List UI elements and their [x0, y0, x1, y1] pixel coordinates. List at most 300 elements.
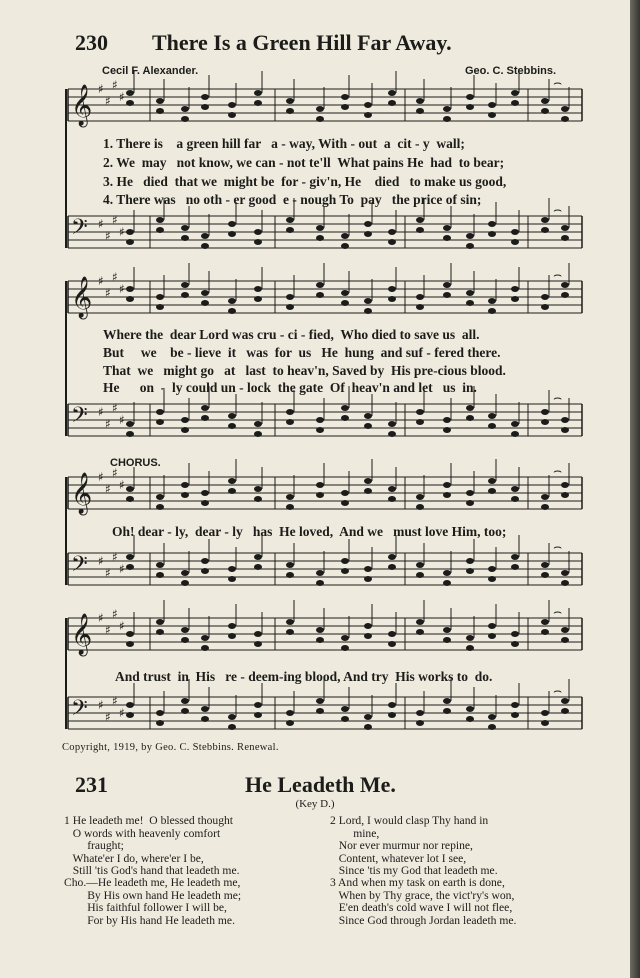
- chorus-lyric-2: And trust in His re - deem-ing blood, And try His works to do.: [115, 669, 493, 684]
- note-head: [228, 566, 236, 572]
- note-head: [341, 645, 349, 651]
- note-head: [488, 308, 496, 314]
- note-head: [443, 417, 451, 423]
- note-head: [126, 296, 134, 302]
- note-head: [416, 572, 424, 578]
- note-head: [228, 112, 236, 118]
- note-head: [254, 239, 262, 245]
- note-head: [364, 724, 372, 730]
- sharp-icon: ♯: [105, 229, 111, 243]
- note-head: [561, 627, 569, 633]
- fermata-icon: ⌢: [553, 390, 563, 406]
- note-head: [388, 564, 396, 570]
- note-head: [201, 490, 209, 496]
- note-head: [254, 90, 262, 96]
- note-head: [511, 296, 519, 302]
- note-head: [388, 554, 396, 560]
- note-head: [388, 90, 396, 96]
- treble-clef-icon: 𝄞: [71, 277, 93, 318]
- treble-clef-icon: 𝄞: [71, 614, 93, 655]
- note-head: [388, 239, 396, 245]
- note-head: [416, 409, 424, 415]
- note-head: [286, 217, 294, 223]
- lyric-line-3: 3. He died that we might be for - giv'n, He died to make us good,: [103, 174, 507, 189]
- note-head: [286, 619, 294, 625]
- note-head: [181, 282, 189, 288]
- note-head: [561, 570, 569, 576]
- note-head: [511, 90, 519, 96]
- sharp-icon: ♯: [119, 282, 125, 296]
- note-head: [254, 421, 262, 427]
- note-head: [341, 243, 349, 249]
- note-head: [443, 698, 451, 704]
- note-head: [364, 298, 372, 304]
- note-head: [488, 102, 496, 108]
- note-head: [126, 286, 134, 292]
- note-head: [416, 98, 424, 104]
- note-head: [443, 292, 451, 298]
- note-head: [364, 714, 372, 720]
- note-head: [201, 500, 209, 506]
- note-head: [341, 300, 349, 306]
- note-head: [228, 633, 236, 639]
- note-head: [341, 405, 349, 411]
- note-head: [316, 427, 324, 433]
- hymn-number-231: 231: [75, 772, 108, 797]
- note-head: [254, 496, 262, 502]
- note-head: [364, 576, 372, 582]
- lyric-line-7: That we might go at last to heav'n, Saved by His pre-cious blood.: [103, 363, 506, 378]
- note-head: [181, 580, 189, 586]
- note-head: [286, 227, 294, 233]
- sharp-icon: ♯: [98, 698, 104, 712]
- note-head: [416, 562, 424, 568]
- note-head: [443, 570, 451, 576]
- note-head: [254, 296, 262, 302]
- note-head: [561, 116, 569, 122]
- note-head: [364, 308, 372, 314]
- sharp-icon: ♯: [119, 225, 125, 239]
- note-head: [416, 419, 424, 425]
- note-head: [466, 716, 474, 722]
- note-head: [341, 233, 349, 239]
- note-head: [511, 554, 519, 560]
- note-head: [466, 706, 474, 712]
- note-head: [443, 225, 451, 231]
- note-head: [511, 286, 519, 292]
- note-head: [488, 112, 496, 118]
- note-head: [126, 631, 134, 637]
- sharp-icon: ♯: [119, 706, 125, 720]
- sharp-icon: ♯: [98, 217, 104, 231]
- note-head: [228, 423, 236, 429]
- sharp-icon: ♯: [119, 478, 125, 492]
- note-head: [364, 423, 372, 429]
- sharp-icon: ♯: [112, 694, 118, 708]
- note-head: [254, 554, 262, 560]
- note-head: [156, 227, 164, 233]
- note-head: [156, 304, 164, 310]
- note-head: [416, 227, 424, 233]
- note-head: [466, 290, 474, 296]
- note-head: [488, 221, 496, 227]
- note-head: [364, 566, 372, 572]
- note-head: [541, 217, 549, 223]
- note-head: [511, 631, 519, 637]
- note-head: [541, 720, 549, 726]
- note-head: [126, 712, 134, 718]
- note-head: [156, 710, 164, 716]
- note-head: [541, 304, 549, 310]
- note-head: [181, 482, 189, 488]
- note-head: [561, 427, 569, 433]
- note-head: [201, 243, 209, 249]
- note-head: [341, 415, 349, 421]
- note-head: [511, 496, 519, 502]
- fermata-icon: ⌢: [553, 604, 563, 620]
- note-head: [443, 106, 451, 112]
- stanza-1: 1 He leadeth me! O blessed thought O words with heavenly comfort fraught; Whate'er I do, where'er I be, Still 'tis God's hand that leadeth me.: [64, 814, 240, 877]
- sharp-icon: ♯: [112, 401, 118, 415]
- sharp-icon: ♯: [105, 286, 111, 300]
- note-head: [181, 698, 189, 704]
- note-head: [466, 405, 474, 411]
- lyric-line-4: 4. There was no oth - er good e - nough To pay the price of sin;: [103, 192, 482, 207]
- note-head: [488, 724, 496, 730]
- note-head: [156, 720, 164, 726]
- note-head: [316, 708, 324, 714]
- note-head: [181, 235, 189, 241]
- note-head: [126, 431, 134, 437]
- note-head: [201, 233, 209, 239]
- sharp-icon: ♯: [119, 562, 125, 576]
- note-head: [488, 633, 496, 639]
- lyric-line-1: 1. There is a green hill far a - way, With - out a cit - y wall;: [103, 136, 465, 151]
- note-head: [341, 500, 349, 506]
- note-head: [286, 419, 294, 425]
- note-head: [364, 231, 372, 237]
- note-head: [466, 415, 474, 421]
- note-head: [254, 631, 262, 637]
- note-head: [541, 619, 549, 625]
- fermata-icon: ⌢: [553, 202, 563, 218]
- sharp-icon: ♯: [98, 554, 104, 568]
- sharp-icon: ♯: [119, 619, 125, 633]
- note-head: [254, 486, 262, 492]
- sharp-icon: ♯: [105, 566, 111, 580]
- note-head: [286, 720, 294, 726]
- note-head: [511, 239, 519, 245]
- note-head: [201, 300, 209, 306]
- note-head: [388, 712, 396, 718]
- note-head: [126, 229, 134, 235]
- note-head: [561, 106, 569, 112]
- sharp-icon: ♯: [98, 82, 104, 96]
- music-credit: Geo. C. Stebbins.: [465, 65, 557, 77]
- note-head: [201, 706, 209, 712]
- note-head: [156, 562, 164, 568]
- note-head: [341, 568, 349, 574]
- note-head: [466, 645, 474, 651]
- bass-clef-icon: 𝄢: [71, 403, 88, 433]
- hymn-number: 230: [75, 30, 108, 55]
- note-head: [341, 716, 349, 722]
- note-head: [364, 102, 372, 108]
- note-head: [126, 554, 134, 560]
- note-head: [316, 417, 324, 423]
- note-head: [286, 504, 294, 510]
- note-head: [388, 286, 396, 292]
- bass-clef-icon: 𝄢: [71, 696, 88, 726]
- treble-clef-icon: 𝄞: [71, 85, 93, 126]
- note-head: [416, 629, 424, 635]
- note-head: [511, 100, 519, 106]
- note-head: [511, 421, 519, 427]
- note-head: [488, 423, 496, 429]
- note-head: [254, 564, 262, 570]
- note-head: [541, 419, 549, 425]
- fermata-icon: ⌢: [553, 75, 563, 91]
- note-head: [416, 494, 424, 500]
- note-head: [228, 221, 236, 227]
- note-head: [228, 623, 236, 629]
- note-head: [511, 564, 519, 570]
- hymn-title: There Is a Green Hill Far Away.: [152, 30, 452, 55]
- note-head: [388, 229, 396, 235]
- note-head: [126, 100, 134, 106]
- note-head: [286, 562, 294, 568]
- note-head: [511, 641, 519, 647]
- note-head: [181, 106, 189, 112]
- note-head: [228, 298, 236, 304]
- note-head: [181, 637, 189, 643]
- note-head: [561, 637, 569, 643]
- bass-clef-icon: 𝄢: [71, 552, 88, 582]
- note-head: [364, 488, 372, 494]
- note-head: [561, 235, 569, 241]
- note-head: [561, 708, 569, 714]
- sharp-icon: ♯: [105, 482, 111, 496]
- note-head: [341, 490, 349, 496]
- note-head: [286, 494, 294, 500]
- note-head: [156, 294, 164, 300]
- note-head: [364, 112, 372, 118]
- note-head: [541, 710, 549, 716]
- note-head: [254, 229, 262, 235]
- note-head: [254, 431, 262, 437]
- note-head: [416, 294, 424, 300]
- note-head: [466, 243, 474, 249]
- note-head: [541, 504, 549, 510]
- note-head: [488, 623, 496, 629]
- note-head: [181, 225, 189, 231]
- note-head: [443, 282, 451, 288]
- note-head: [254, 712, 262, 718]
- note-head: [316, 482, 324, 488]
- note-head: [316, 580, 324, 586]
- note-head: [254, 702, 262, 708]
- note-head: [341, 94, 349, 100]
- fermata-icon: ⌢: [553, 539, 563, 555]
- note-head: [156, 572, 164, 578]
- note-head: [511, 229, 519, 235]
- sharp-icon: ♯: [98, 611, 104, 625]
- note-head: [541, 562, 549, 568]
- sharp-icon: ♯: [112, 213, 118, 227]
- note-head: [181, 427, 189, 433]
- note-head: [286, 304, 294, 310]
- note-head: [201, 415, 209, 421]
- note-head: [341, 706, 349, 712]
- note-head: [488, 478, 496, 484]
- sharp-icon: ♯: [98, 405, 104, 419]
- sharp-icon: ♯: [112, 607, 118, 621]
- note-head: [443, 580, 451, 586]
- note-head: [316, 637, 324, 643]
- note-head: [466, 568, 474, 574]
- note-head: [364, 221, 372, 227]
- treble-clef-icon: 𝄞: [71, 473, 93, 514]
- note-head: [561, 580, 569, 586]
- note-head: [466, 490, 474, 496]
- sharp-icon: ♯: [119, 90, 125, 104]
- note-head: [201, 645, 209, 651]
- note-head: [541, 227, 549, 233]
- note-head: [511, 431, 519, 437]
- hymn-title-231: He Leadeth Me.: [245, 772, 396, 797]
- note-head: [201, 290, 209, 296]
- note-head: [364, 478, 372, 484]
- note-head: [388, 641, 396, 647]
- note-head: [156, 494, 164, 500]
- note-head: [416, 720, 424, 726]
- note-head: [228, 231, 236, 237]
- note-head: [466, 104, 474, 110]
- note-head: [201, 558, 209, 564]
- note-head: [443, 482, 451, 488]
- note-head: [388, 431, 396, 437]
- note-head: [488, 714, 496, 720]
- note-head: [416, 619, 424, 625]
- note-head: [228, 413, 236, 419]
- note-head: [488, 566, 496, 572]
- note-head: [388, 100, 396, 106]
- note-head: [316, 292, 324, 298]
- note-head: [181, 116, 189, 122]
- note-head: [286, 108, 294, 114]
- note-head: [466, 558, 474, 564]
- chorus-label: CHORUS.: [110, 457, 161, 469]
- note-head: [156, 98, 164, 104]
- note-head: [181, 627, 189, 633]
- note-head: [181, 292, 189, 298]
- words-credit: Cecil F. Alexander.: [102, 65, 199, 77]
- note-head: [181, 570, 189, 576]
- note-head: [364, 623, 372, 629]
- note-head: [488, 488, 496, 494]
- note-head: [511, 702, 519, 708]
- note-head: [254, 100, 262, 106]
- note-head: [126, 486, 134, 492]
- note-head: [341, 104, 349, 110]
- chorus-lyric-1: Oh! dear - ly, dear - ly has He loved, And we must love Him, too;: [112, 524, 507, 539]
- note-head: [201, 405, 209, 411]
- bass-clef-icon: 𝄢: [71, 215, 88, 245]
- note-head: [228, 308, 236, 314]
- note-head: [316, 492, 324, 498]
- note-head: [316, 116, 324, 122]
- note-head: [316, 698, 324, 704]
- note-head: [466, 500, 474, 506]
- note-head: [541, 108, 549, 114]
- note-head: [286, 98, 294, 104]
- note-head: [126, 702, 134, 708]
- note-head: [126, 421, 134, 427]
- lyric-line-2: 2. We may not know, we can - not te'll What pains He had to bear;: [103, 155, 505, 170]
- note-head: [511, 712, 519, 718]
- note-head: [341, 290, 349, 296]
- note-head: [416, 108, 424, 114]
- note-head: [364, 633, 372, 639]
- sharp-icon: ♯: [105, 94, 111, 108]
- note-head: [201, 635, 209, 641]
- note-head: [443, 708, 451, 714]
- note-head: [341, 558, 349, 564]
- note-head: [561, 225, 569, 231]
- note-head: [316, 282, 324, 288]
- note-head: [388, 296, 396, 302]
- note-head: [443, 627, 451, 633]
- note-head: [156, 217, 164, 223]
- note-head: [541, 294, 549, 300]
- note-head: [388, 421, 396, 427]
- note-head: [488, 576, 496, 582]
- note-head: [561, 417, 569, 423]
- note-head: [443, 235, 451, 241]
- note-head: [156, 629, 164, 635]
- note-head: [156, 619, 164, 625]
- note-head: [416, 710, 424, 716]
- note-head: [286, 409, 294, 415]
- sharp-icon: ♯: [112, 550, 118, 564]
- note-head: [228, 478, 236, 484]
- fermata-icon: ⌢: [553, 267, 563, 283]
- note-head: [488, 231, 496, 237]
- note-head: [466, 635, 474, 641]
- fermata-icon: ⌢: [553, 463, 563, 479]
- note-head: [316, 235, 324, 241]
- note-head: [443, 427, 451, 433]
- sharp-icon: ♯: [105, 710, 111, 724]
- sharp-icon: ♯: [105, 623, 111, 637]
- note-head: [228, 488, 236, 494]
- note-head: [181, 417, 189, 423]
- note-head: [156, 409, 164, 415]
- note-head: [228, 724, 236, 730]
- note-head: [488, 298, 496, 304]
- sharp-icon: ♯: [98, 470, 104, 484]
- note-head: [126, 641, 134, 647]
- note-head: [466, 300, 474, 306]
- note-head: [561, 292, 569, 298]
- note-head: [541, 409, 549, 415]
- note-head: [201, 94, 209, 100]
- note-head: [541, 98, 549, 104]
- note-head: [416, 217, 424, 223]
- note-head: [541, 572, 549, 578]
- note-head: [286, 710, 294, 716]
- note-head: [388, 486, 396, 492]
